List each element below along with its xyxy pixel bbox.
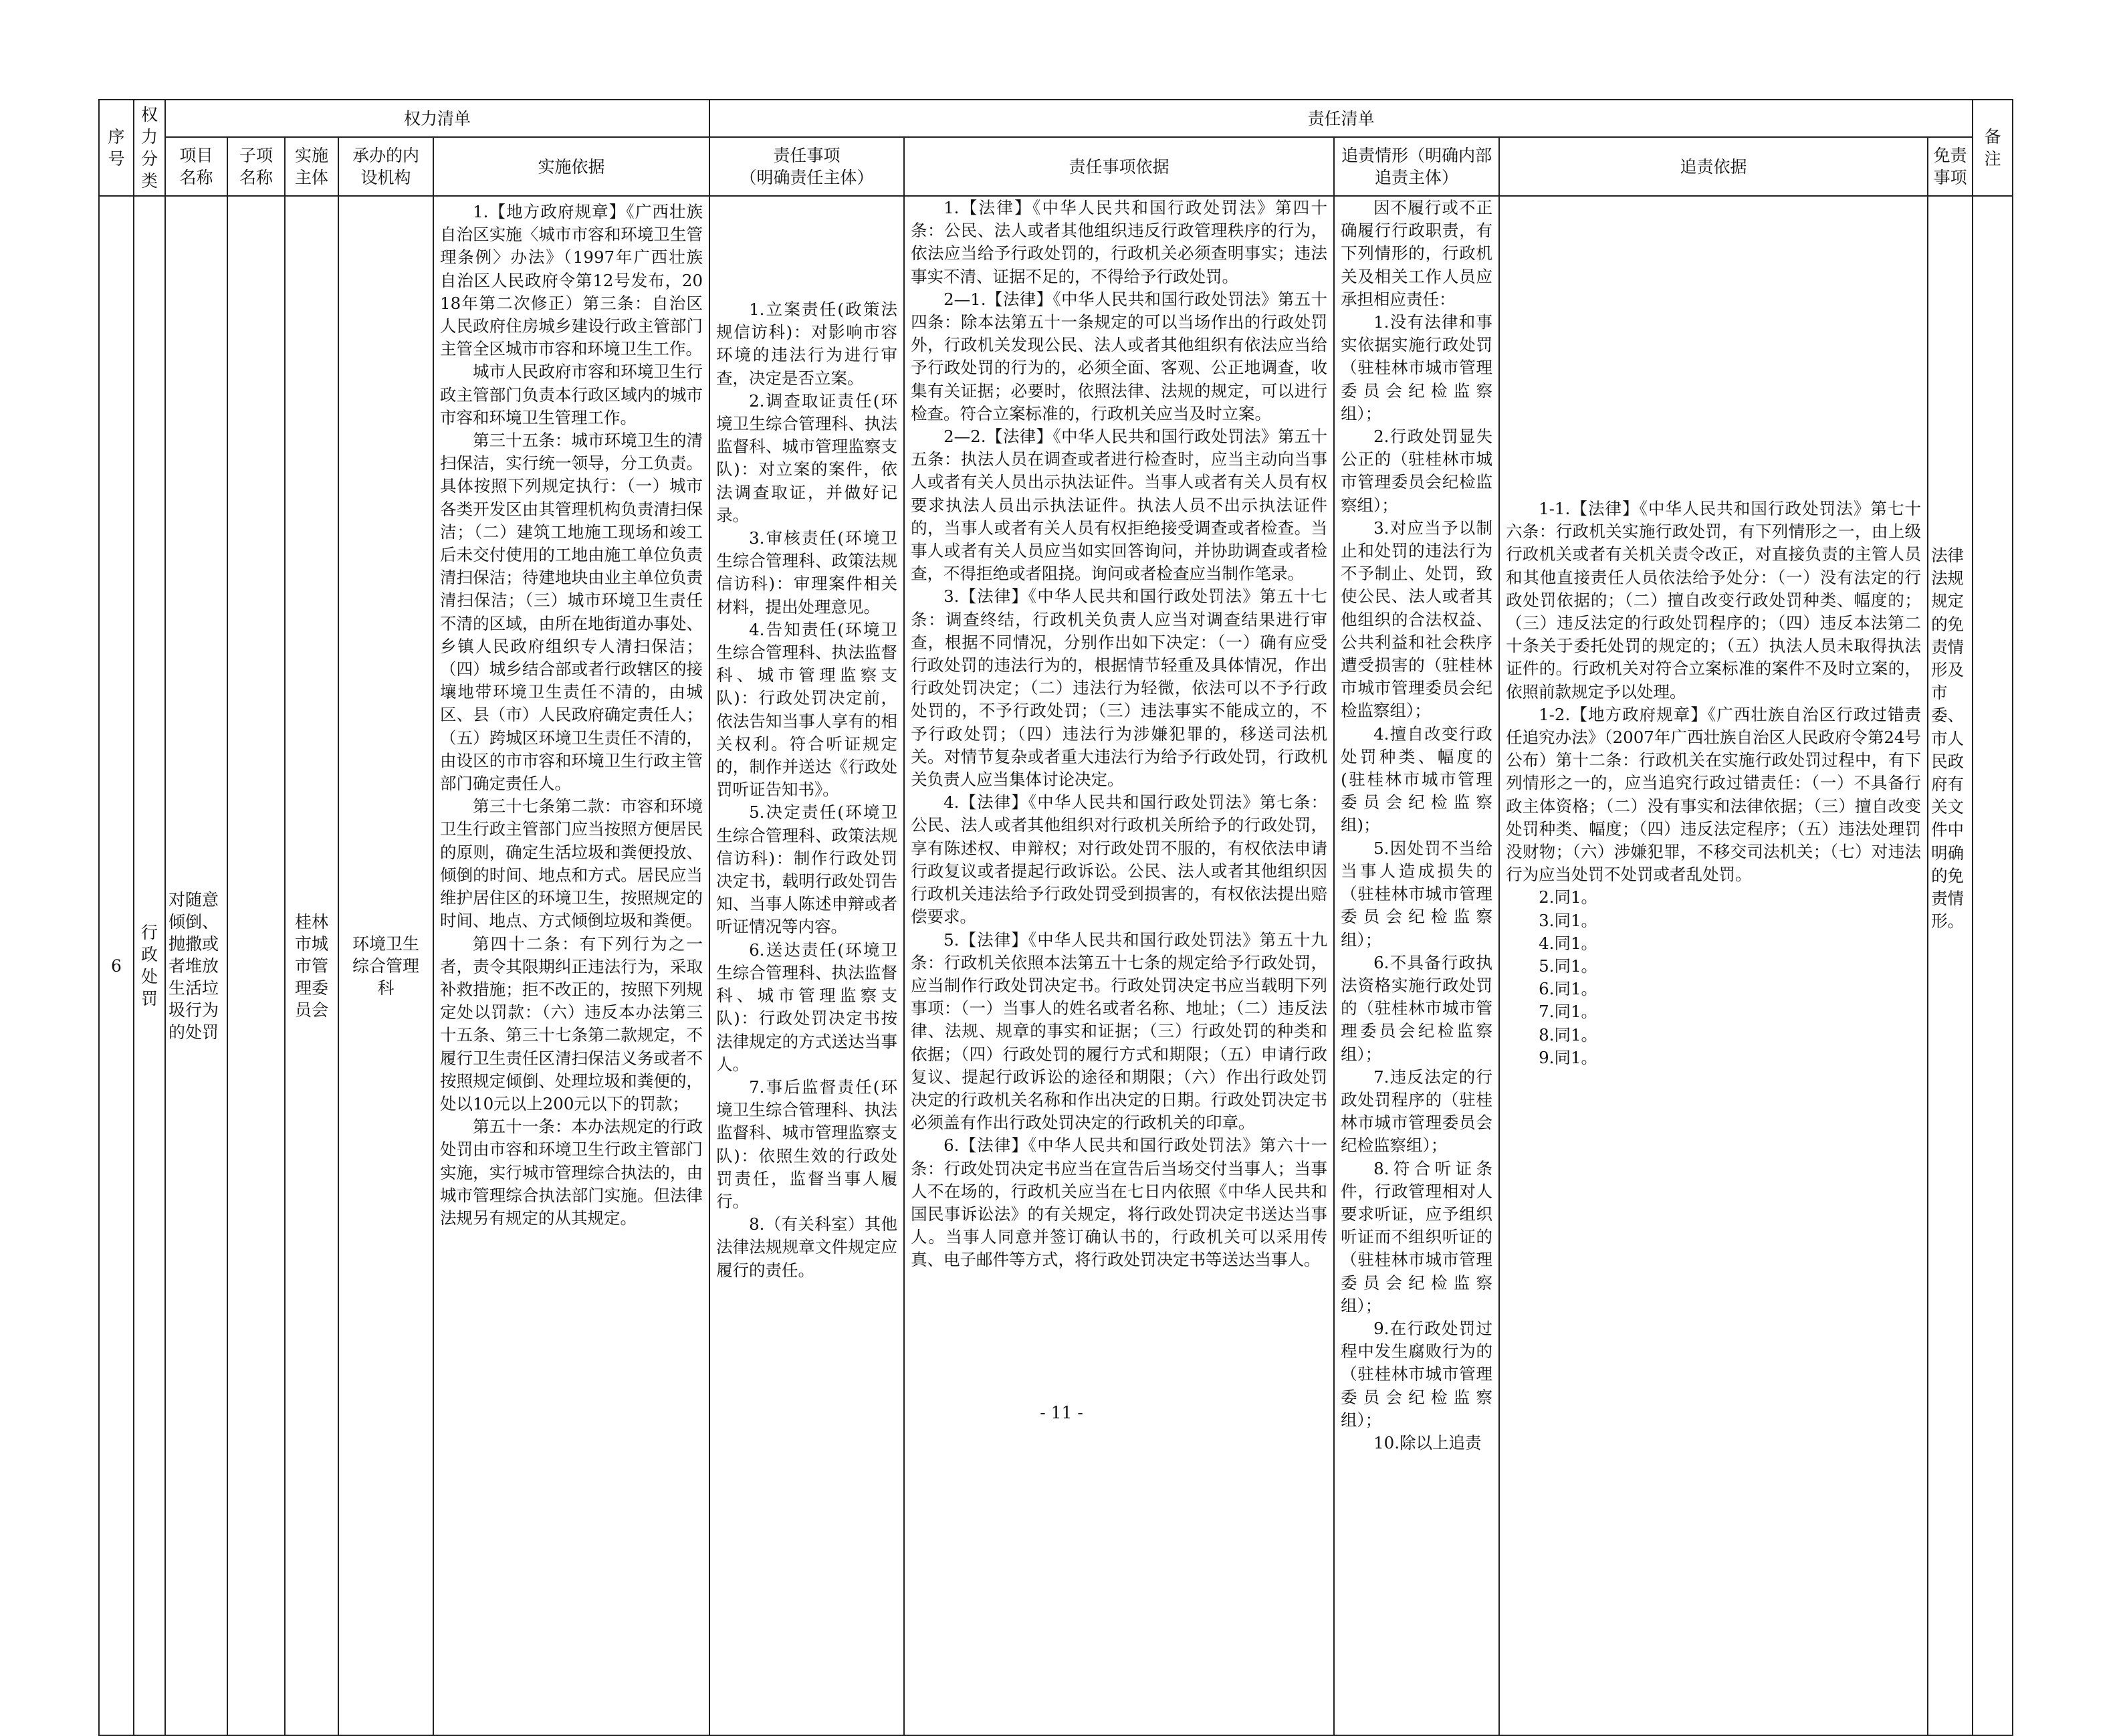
header-seq	[99, 100, 134, 196]
resp-basis-paragraph: 6.【法律】《中华人民共和国行政处罚法》第六十一条：行政处罚决定书应当在宣告后当场交付当事人；当事人不在场的，行政机关应当在七日内依照《中华人民共和国民事诉讼法》的有关规定，将行政处罚决定书送达当事人。当事人同意并签订确认书的，行政机关可以采用传真、电子邮件等方式，将行政处罚决定书等送达当事人。	[911, 1135, 1328, 1270]
row-seq: 6	[99, 196, 134, 1735]
header-dept	[338, 137, 433, 196]
header-sub-name-label: 子项名称	[239, 146, 273, 187]
header-resp-basis: 责任事项依据	[904, 137, 1334, 196]
account-case-paragraph: 5.因处罚不当给当事人造成损失的（驻桂林市城市管理委员会纪检监察组）；	[1341, 838, 1493, 950]
basis-paragraph: 第三十五条：城市环境卫生的清扫保洁，实行统一领导，分工负责。具体按照下列规定执行：（一）城市各类开发区由其管理机构负责清扫保洁；（二）建筑工地施工现场和竣工后未交付使用的工地由施工单位负责清扫保洁；待建地块由业主单位负责清扫保洁；（三）城市环境卫生责任不清的区域，由所在地街道办事处、乡镇人民政府组织专人清扫保洁；（四）城乡结合部或者行政辖区的接壤地带环境卫生责任不清的，由城区、县（市）人民政府确定责任人；（五）跨城区环境卫生责任不清的，由设区的市市容和环境卫生行政主管部门确定责任人。	[440, 431, 703, 794]
header-item-name-label: 项目名称	[179, 146, 213, 187]
resp-item-paragraph: 2.调查取证责任(环境卫生综合管理科、执法监督科、城市管理监察支队)：对立案的案件，依法调查取证，并做好记录。	[716, 391, 898, 525]
header-account-cases	[1334, 137, 1499, 196]
header-power-type	[134, 100, 165, 196]
row-subject	[285, 196, 338, 1735]
row-subject-text: 桂林市城市管理委员会	[295, 911, 329, 1020]
row-account-cases	[1334, 196, 1499, 1735]
resp-basis-paragraph: 5.【法律】《中华人民共和国行政处罚法》第五十九条：行政机关依照本法第五十七条的规定给予行政处罚，应当制作行政处罚决定书。行政处罚决定书应当载明下列事项：（一）当事人的姓名或者名称、地址；（二）违反法律、法规、规章的事实和证据；（三）行政处罚的种类和依据；（四）行政处罚的履行方式和期限；（五）申请行政复议、提起行政诉讼的途径和期限；（六）作出行政处罚决定的行政机关名称和作出决定的日期。行政处罚决定书必须盖有作出行政处罚决定的行政机关的印章。	[911, 930, 1328, 1133]
resp-basis-paragraph: 1.【法律】《中华人民共和国行政处罚法》第四十条：公民、法人或者其他组织违反行政管理秩序的行为，依法应当给予行政处罚的，行政机关必须查明事实；违法事实不清、证据不足的，不得给予行政处罚。	[911, 198, 1328, 286]
account-basis-paragraph: 1-2.【地方政府规章】《广西壮族自治区行政过错责任追究办法》（2007年广西壮族自治区人民政府令第24号公布）第十二条：行政机关在实施行政处罚过程中，有下列情形之一的，应当追究行政过错责任：（一）不具备行政主体资格；（二）没有事实和法律依据；（三）擅自改变处罚种类、幅度；（四）违反法定程序；（五）违法处理罚没财物；（六）涉嫌犯罪，不移交司法机关；（七）对违法行为应当处罚不处罚或者乱处罚。	[1506, 704, 1922, 885]
account-basis-paragraph: 9.同1。	[1539, 1047, 1598, 1067]
row-item-name-text: 对随意倾倒、抛撒或者堆放生活垃圾行为的处罚	[169, 889, 219, 1042]
row-resp-items	[709, 196, 904, 1735]
resp-item-paragraph: 8.（有关科室）其他法律法规规章文件规定应履行的责任。	[716, 1214, 898, 1280]
resp-item-paragraph: 5.决定责任(环境卫生综合管理科、政策法规信访科)：制作行政处罚决定书，载明行政处罚告知、当事人陈述申辩或者听证情况等内容。	[716, 802, 898, 937]
account-case-paragraph: 2.行政处罚显失公正的（驻桂林市城市管理委员会纪检监察组）；	[1341, 427, 1493, 515]
row-item-name	[165, 196, 227, 1735]
row-dept-text: 环境卫生综合管理科	[352, 934, 419, 998]
header-subject-label: 实施主体	[295, 146, 329, 187]
header-power-type-label: 权力分类	[141, 105, 158, 191]
account-case-paragraph: 4.擅自改变行政处罚种类、幅度的(驻桂林市城市管理委员会纪检监察组)；	[1341, 724, 1493, 835]
header-subject	[285, 137, 338, 196]
header-dept-label: 承办的内设机构	[352, 146, 420, 187]
resp-basis-paragraph: 3.【法律】《中华人民共和国行政处罚法》第五十七条：调查终结，行政机关负责人应当对调查结果进行审查，根据不同情况，分别作出如下决定：（一）确有应受行政处罚的违法行为的，根据情节轻重及具体情况，作出行政处罚决定；（二）违法行为轻微，依法可以不予行政处罚的，不予行政处罚；（三）违法事实不能成立的，不予行政处罚；（四）违法行为涉嫌犯罪的，移送司法机关。对情节复杂或者重大违法行为给予行政处罚，行政机关负责人应当集体讨论决定。	[911, 586, 1328, 790]
account-basis-paragraph: 1-1.【法律】《中华人民共和国行政处罚法》第七十六条：行政机关实施行政处罚，有下列情形之一，由上级行政机关或者有关机关责令改正，对直接负责的主管人员和其他直接责任人员依法给予处分：（一）没有法定的行政处罚依据的；（二）擅自改变行政处罚种类、幅度的；（三）违反法定的行政处罚程序的；（四）违反本法第二十条关于委托处罚的规定的；（五）执法人员未取得执法证件的。行政机关对符合立案标准的案件不及时立案的，依照前款规定予以处理。	[1506, 499, 1922, 701]
resp-basis-paragraph: 2—1.【法律】《中华人民共和国行政处罚法》第五十四条：除本法第五十一条规定的可以当场作出的行政处罚外，行政机关发现公民、法人或者其他组织有依法应当给予行政处罚的行为的，必须全面、客观、公正地调查，收集有关证据；必要时，依照法律、法规的规定，可以进行检查。符合立案标准的，行政机关应当及时立案。	[911, 289, 1328, 423]
row-basis	[433, 196, 709, 1735]
account-case-paragraph: 7.违反法定的行政处罚程序的（驻桂林市城市管理委员会纪检监察组）；	[1341, 1067, 1493, 1156]
account-case-paragraph: 1.没有法律和事实依据实施行政处罚（驻桂林市城市管理委员会纪检监察组）；	[1341, 312, 1493, 423]
resp-item-paragraph: 1.立案责任(政策法规信访科)：对影响市容环境的违法行为进行审查，决定是否立案。	[716, 300, 898, 388]
header-item-name	[165, 137, 227, 196]
responsibility-table	[98, 99, 2013, 1736]
header-account-cases-label: 追责情形（明确内部追责主体）	[1341, 146, 1492, 187]
header-basis: 实施依据	[433, 137, 709, 196]
row-resp-basis	[904, 196, 1334, 1735]
basis-paragraph: 第四十二条：有下列行为之一者，责令其限期纠正违法行为，采取补救措施；拒不改正的，按照下列规定处以罚款：（六）违反本办法第三十五条、第三十七条第二款规定，不履行卫生责任区清扫保洁义务或者不按照规定倾倒、处理垃圾和粪便的，处以10元以上200元以下的罚款；	[440, 934, 703, 1113]
account-basis-paragraph: 7.同1。	[1539, 1002, 1598, 1022]
header-resp-items-label: 责任事项 （明确责任主体）	[740, 146, 874, 187]
resp-item-paragraph: 6.送达责任(环境卫生综合管理科、执法监督科、城市管理监察支队)：行政处罚决定书按法律规定的方式送达当事人。	[716, 940, 898, 1074]
account-case-paragraph: 8.符合听证条件，行政管理相对人要求听证，应予组织听证而不组织听证的（驻桂林市城市管理委员会纪检监察组）；	[1341, 1158, 1493, 1315]
account-basis-paragraph: 8.同1。	[1539, 1024, 1598, 1045]
account-basis-paragraph: 2.同1。	[1539, 887, 1598, 907]
row-sub-name	[227, 196, 285, 1735]
row-remark	[1973, 196, 2013, 1735]
account-basis-paragraph: 3.同1。	[1539, 910, 1598, 930]
row-exempt-text: 法律法规规定的免责情形及市委、市人民政府有关文件中明确的免责情形。	[1931, 546, 1965, 932]
header-resp-list: 责任清单	[709, 100, 1973, 137]
account-case-paragraph: 因不履行或不正确履行行政职责，有下列情形的，行政机关及相关工作人员应承担相应责任：	[1341, 198, 1493, 309]
header-remark	[1973, 100, 2013, 196]
account-case-paragraph: 10.除以上追责	[1373, 1432, 1482, 1452]
basis-paragraph: 第三十七条第二款：市容和环境卫生行政主管部门应当按照方便居民的原则，确定生活垃圾和粪便投放、倾倒的时间、地点和方式。居民应当维护居住区的环境卫生，按照规定的时间、地点、方式倾倒垃圾和粪便。	[440, 796, 703, 931]
header-resp-items	[709, 137, 904, 196]
basis-paragraph: 城市人民政府市容和环境卫生行政主管部门负责本行政区域内的城市市容和环境卫生管理工作。	[440, 362, 703, 427]
header-seq-label: 序号	[108, 127, 126, 169]
account-case-paragraph: 9.在行政处罚过程中发生腐败行为的（驻桂林市城市管理委员会纪检监察组）；	[1341, 1318, 1493, 1430]
resp-basis-paragraph: 2—2.【法律】《中华人民共和国行政处罚法》第五十五条：执法人员在调查或者进行检查时，应当主动向当事人或者有关人员出示执法证件。当事人或者有关人员有权要求执法人员出示执法证件。执法人员不出示执法证件的，当事人或者有关人员有权拒绝接受调查或者检查。当事人或者有关人员应当如实回答询问，并协助调查或者检查，不得拒绝或者阻挠。询问或者检查应当制作笔录。	[911, 427, 1328, 584]
account-case-paragraph: 3.对应当予以制止和处罚的违法行为不予制止、处罚，致使公民、法人或者其他组织的合法权益、公共利益和社会秩序遭受损害的（驻桂林市城市管理委员会纪检监察组）；	[1341, 518, 1493, 721]
header-account-basis: 追责依据	[1499, 137, 1928, 196]
header-sub-name	[227, 137, 285, 196]
row-power-type-text: 行政处罚	[141, 923, 158, 1008]
header-exempt-label: 免责事项	[1933, 146, 1967, 187]
header-power-list: 权力清单	[165, 100, 709, 137]
resp-item-paragraph: 3.审核责任(环境卫生综合管理科、政策法规信访科)：审理案件相关材料，提出处理意见。	[716, 528, 898, 617]
page-number: - 11 -	[1040, 1403, 1083, 1422]
row-power-type	[134, 196, 165, 1735]
row-exempt	[1928, 196, 1973, 1735]
header-exempt	[1928, 137, 1973, 196]
resp-item-paragraph: 7.事后监督责任(环境卫生综合管理科、执法监督科、城市管理监察支队)：依照生效的行政处罚责任，监督当事人履行。	[716, 1077, 898, 1211]
account-basis-paragraph: 6.同1。	[1539, 979, 1598, 999]
row-dept	[338, 196, 433, 1735]
basis-paragraph: 第五十一条：本办法规定的行政处罚由市容和环境卫生行政主管部门实施，实行城市管理综合执法的，由城市管理综合执法部门实施。但法律法规另有规定的从其规定。	[440, 1117, 703, 1228]
row-account-basis	[1499, 196, 1928, 1735]
account-case-paragraph: 6.不具备行政执法资格实施行政处罚的（驻桂林市城市管理委员会纪检监察组）；	[1341, 952, 1493, 1064]
basis-paragraph: 1.【地方政府规章】《广西壮族自治区实施〈城市市容和环境卫生管理条例〉办法》（1997年广西壮族自治区人民政府令第12号发布，2018年第二次修正）第三条：自治区人民政府住房城乡建设行政主管部门主管全区城市市容和环境卫生工作。	[440, 202, 703, 359]
header-remark-label: 备注	[1984, 127, 2001, 169]
resp-basis-paragraph: 4.【法律】《中华人民共和国行政处罚法》第七条：公民、法人或者其他组织对行政机关所给予的行政处罚，享有陈述权、申辩权；对行政处罚不服的，有权依法申请行政复议或者提起行政诉讼。公民、法人或者其他组织因行政机关违法给予行政处罚受到损害的，有权依法提出赔偿要求。	[911, 792, 1328, 927]
account-basis-paragraph: 4.同1。	[1539, 933, 1598, 953]
resp-item-paragraph: 4.告知责任(环境卫生综合管理科、执法监督科、城市管理监察支队)：行政处罚决定前，依法告知当事人享有的相关权利。符合听证规定的，制作并送达《行政处罚听证告知书》。	[716, 619, 898, 800]
account-basis-paragraph: 5.同1。	[1539, 956, 1598, 976]
